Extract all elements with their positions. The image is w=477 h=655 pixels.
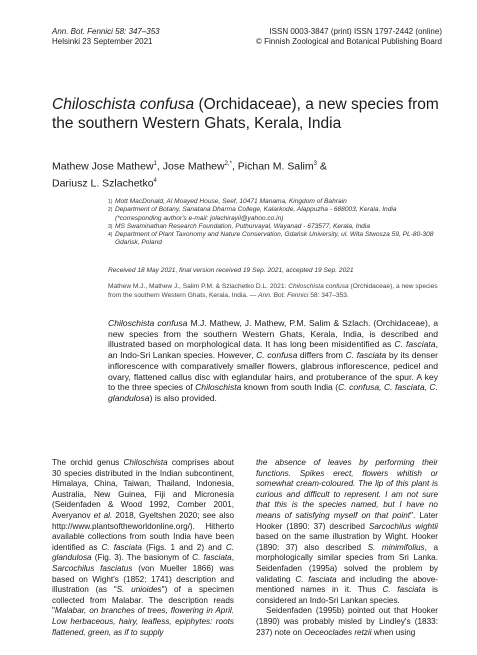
- body-left-column: [52, 458, 234, 638]
- issn-header: ISSN 0003-3847 (print) ISSN 1797-2442 (online): [269, 27, 442, 36]
- plants-of-the-world-link[interactable]: http://www.plantsoftheworldonline.org/: [52, 521, 190, 531]
- publication-date: Helsinki 23 September 2021: [52, 37, 153, 46]
- affiliations: [108, 198, 438, 248]
- affiliation-1: 1) Mott MacDonald, Al Moayed House, Seef, 10471 Manama, Kingdom of Bahrain: [108, 198, 347, 205]
- journal-volume-pages: Ann. Bot. Fennici 58: 347–353: [52, 27, 160, 36]
- journal-citation-header: [52, 27, 160, 37]
- abstract: Chiloschista confusa M.J. Mathew, J. Mathew, P.M. Salim & Szlach. (Orchidaceae), a new species from the southern Western Ghats, Kerala, India, is described and illustrated based on morphological data. It has long been misidentified as C. fasciata, an Indo-Sri Lankan species. However, C. confusa differs from C. fasciata by its denser inflorescence with comparatively smaller flowers, glabrous inflorescence, pedicel and ovary, flattened callus disc with eglandular hairs, and protuberance of the spur. A key to the three species of Chiloschista known from south India (C. confusa, C. fasciata, C. glandulosa) is also provided.: [108, 318, 438, 403]
- body-right-column: [256, 458, 438, 638]
- seidenfaden-paragraph: Seidenfaden (1995b) pointed out that Hooker (1890) was probably misled by Lindley's (1833: 237) note on Oeceoclades retzii when using: [256, 606, 438, 637]
- quote-continuation-paragraph: the absence of leaves by performing their functions. Spikes erect, flowers whitish or somewhat cream-coloured. The lip of this plant is curious and difficult to represent. I am not sure that this is the species named, but I have no means of satisfying myself on that point". Later Hooker (1890: 37) described Sarcochilus wightii based on the same illustration by Wight. Hooker (1890: 37) also described S. minimifolius, a morphologically similar species from Sri Lanka. Seidenfaden (1995a) solved the problem by validating C. fasciata and including the above-mentioned names in it. Thus C. fasciata is considered an Indo-Sri Lankan species.: [256, 458, 439, 605]
- article-title: Chiloschista confusa (Orchidaceae), a new species from the southern Western Ghats, Kerala, India: [52, 96, 439, 132]
- received-dates: Received 18 May 2021, final version received 19 Sep. 2021, accepted 19 Sep. 2021: [108, 267, 354, 274]
- intro-paragraph: The orchid genus Chiloschista comprises about 30 species distributed in the Indian subcontinent, Himalaya, China, Taiwan, Thailand, Indonesia, Australia, New Guinea, Fiji and Micronesia (Seidenfaden & Wood 1992, Comber 2001, Averyanov et al. 2018, Gyeltshen 2020; see also http://www.plantsoftheworldonline.org/). Hitherto available collections from south India have been identified as C. fasciata (Figs. 1 and 2) and C. glandulosa (Fig. 3). The basionym of C. fasciata, Sarcochilus fasciatus (von Mueller 1866) was based on Wight's (1852: 1741) description and illustration (as "S. unioides") of a specimen collected from Malabar. The description reads "Malabar, on branches of trees, flowering in April. Low herbaceous, hairy, leafless, epiphytes: roots flattened, green, as if to supply: [52, 458, 235, 637]
- title-species-name: Chiloschista confusa: [52, 96, 195, 113]
- affiliation-4: 4) Department of Plant Taxonomy and Nature Conservation, Gdańsk University, ul. Wita Stwosza 59, PL-80-308 Gdańsk, Poland: [108, 231, 434, 247]
- affiliation-3: 3) MS Swaminathan Research Foundation, Puthurvayal, Wayanad - 673577, Kerala, India: [108, 222, 370, 230]
- affiliation-2: 2) Department of Botany, Sanatana Dharma College, Kalarkode, Alappuzha - 688003, Kerala, India (*corresponding author's e-mail: jolachirayil@yahoo.co.in): [108, 206, 397, 222]
- publisher-header: © Finnish Zoological and Botanical Publishing Board: [255, 37, 442, 46]
- how-to-cite: Mathew M.J., Mathew J., Salim P.M. & Szlachetko D.L. 2021: Chiloschista confusa (Orchidaceae), a new species from the southern Western Ghats, Kerala, India. — Ann. Bot. Fennici 58: 347–353.: [108, 283, 438, 299]
- author-list: Mathew Jose Mathew$^1$, Jose Mathew$^{2,*}$, Pichan M. Salim$^3$ & Dariusz L. Szlachetko$^4$: [52, 160, 327, 189]
